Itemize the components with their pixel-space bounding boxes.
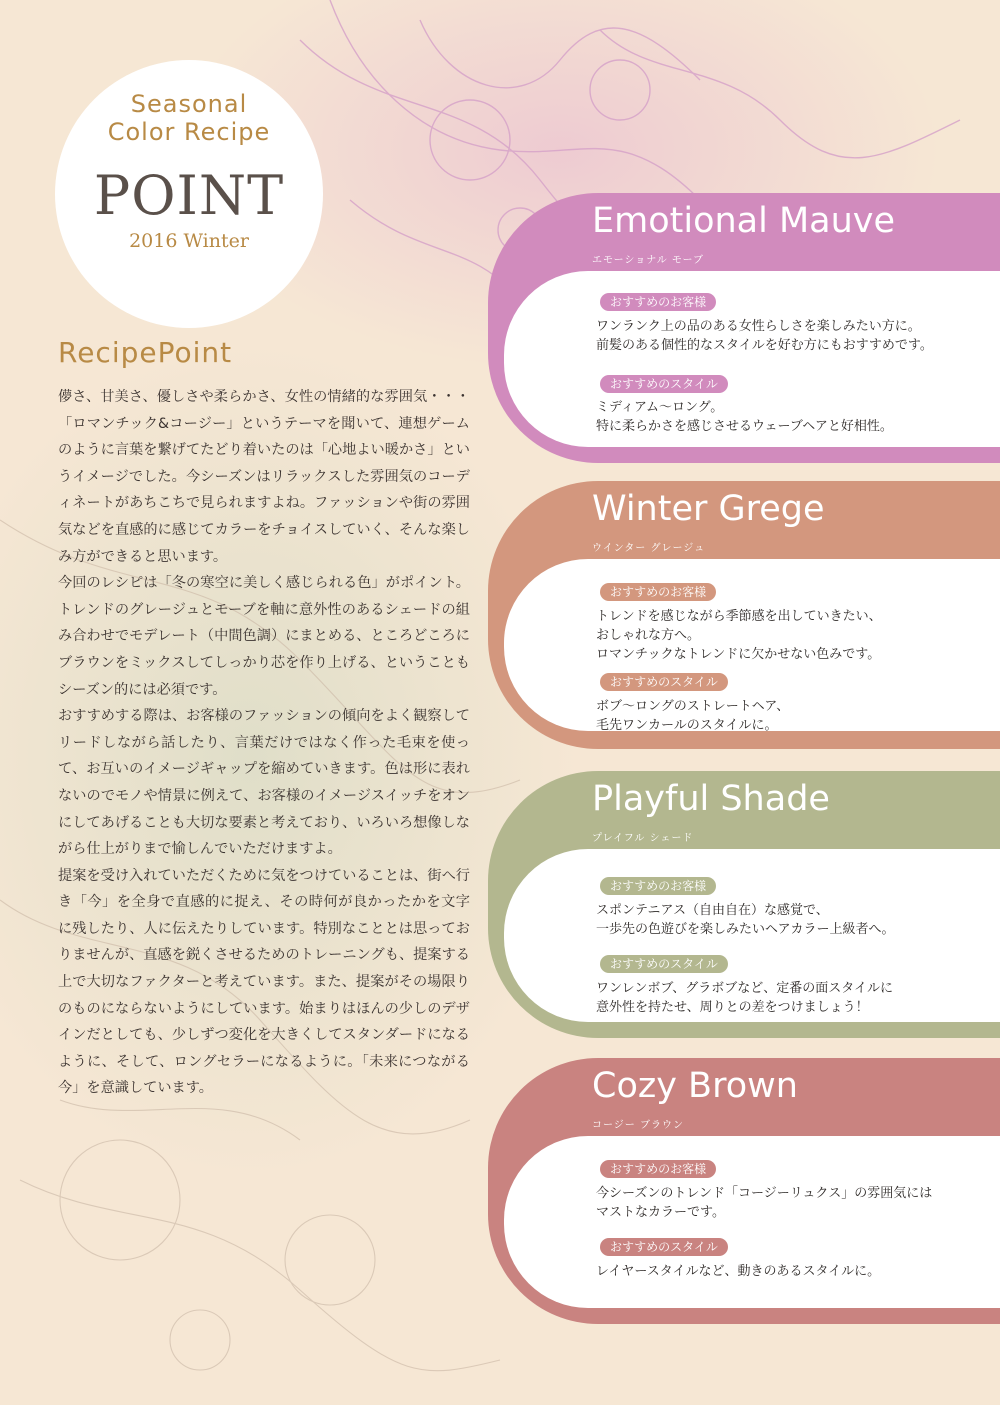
badge-line-seasonal: Seasonal (130, 90, 248, 118)
card-title: Playful Shade (592, 779, 830, 819)
recipe-point-heading: RecipePoint (58, 336, 233, 369)
style-label: おすすめのスタイル (600, 375, 728, 393)
card-kana: コージー ブラウン (592, 1120, 684, 1131)
recipe-paragraph: 儚さ、甘美さ、優しさや柔らかさ、女性の情緒的な雰囲気・・・「ロマンチック&コージー」というテーマを聞いて、連想ゲームのように言葉を繋げてたどり着いたのは「心地よい暖かさ」というイメージでした。今シーズンはリラックスした雰囲気のコーディネートがあちこちで見られますよね。ファッションや街の雰囲気などを直感的に感じてカラーをチョイスしていく、そんな楽しみ方ができると思います。 (58, 389, 470, 565)
style-text: レイヤースタイルなど、動きのあるスタイルに。 (596, 1264, 881, 1279)
badge-line-color-recipe: Color Recipe (107, 118, 271, 146)
badge-point: POINT (93, 164, 285, 227)
card-content-panel (504, 849, 1000, 1022)
style-text: ミディアム〜ロング。 特に柔らかさを感じさせるウェーブヘアと好相性。 (596, 400, 893, 434)
card-content-panel (504, 559, 1000, 731)
color-card-winter-grege (488, 481, 1000, 749)
customer-text: ワンランク上の品のある女性らしさを楽しみたい方に。 前髪のある個性的なスタイルを好む方にもおすすめです。 (596, 319, 933, 353)
card-content-panel (504, 1136, 1000, 1308)
customer-label: おすすめのお客様 (600, 1160, 716, 1178)
customer-text: スポンテニアス（自由自在）な感覚で、 一歩先の色遊びを楽しみたいヘアカラー上級者へ。 (596, 903, 895, 937)
color-card-cozy-brown (488, 1058, 1000, 1324)
card-title: Cozy Brown (592, 1066, 798, 1106)
seasonal-badge (55, 60, 323, 328)
customer-label: おすすめのお客様 (600, 293, 716, 311)
card-kana: プレイフル シェード (592, 833, 694, 844)
style-label: おすすめのスタイル (600, 955, 728, 973)
customer-text: トレンドを感じながら季節感を出していきたい、 おしゃれな方へ。 ロマンチックなトレンドに欠かせない色みです。 (596, 609, 882, 662)
color-card-playful-shade (488, 771, 1000, 1038)
badge-year: 2016 Winter (129, 230, 249, 252)
customer-label: おすすめのお客様 (600, 583, 716, 601)
recipe-paragraph: 今回のレシピは「冬の寒空に美しく感じられる色」がポイント。トレンドのグレージュとモーブを軸に意外性のあるシェードの組み合わせでモデレート（中間色調）にまとめる、ところどころにブラウンをミックスしてしっかり芯を作り上げる、ということもシーズン的には必須です。 (58, 575, 470, 698)
style-label: おすすめのスタイル (600, 1238, 728, 1256)
card-content-panel (504, 271, 1000, 447)
style-text: ボブ〜ロングのストレートヘア、 毛先ワンカールのスタイルに。 (596, 699, 790, 733)
recipe-paragraph: 提案を受け入れていただくために気をつけていることは、街へ行き「今」を全身で直感的に捉え、その時何が良かったかを文字に残したり、人に伝えたりしています。特別なこととは思っておりませんが、直感を鋭くさせるためのトレーニングも、提案する上で大切なファクターと考えています。また、提案がその場限りのものにならないようにしています。始まりはほんの少しのデザインだとしても、少しずつ変化を大きくしてスタンダードになるように、そして、ロングセラーになるように。「未来につながる今」を意識しています。 (58, 867, 470, 1097)
card-title: Emotional Mauve (592, 201, 896, 241)
customer-label: おすすめのお客様 (600, 877, 716, 895)
customer-text: 今シーズンのトレンド「コージーリュクス」の雰囲気には マストなカラーです。 (596, 1186, 933, 1220)
recipe-paragraph: おすすめする際は、お客様のファッションの傾向をよく観察してリードしながら話したり、言葉だけではなく作った毛束を使って、お互いのイメージギャップを縮めていきます。色は形に表れないのでモノや情景に例えて、お客様のイメージスイッチをオンにしてあげることも大切な要素と考えており、いろいろ想像しながら仕上がりまで愉しんでいただけますよ。 (58, 708, 470, 858)
color-card-emotional-mauve (488, 193, 1000, 463)
card-title: Winter Grege (592, 489, 825, 529)
card-kana: ウインター グレージュ (592, 543, 706, 554)
recipe-point-body (58, 384, 470, 1102)
card-kana: エモーショナル モーブ (592, 255, 704, 266)
style-label: おすすめのスタイル (600, 673, 728, 691)
style-text: ワンレンボブ、グラボブなど、定番の面スタイルに 意外性を持たせ、周りとの差をつけましょう！ (596, 981, 894, 1015)
